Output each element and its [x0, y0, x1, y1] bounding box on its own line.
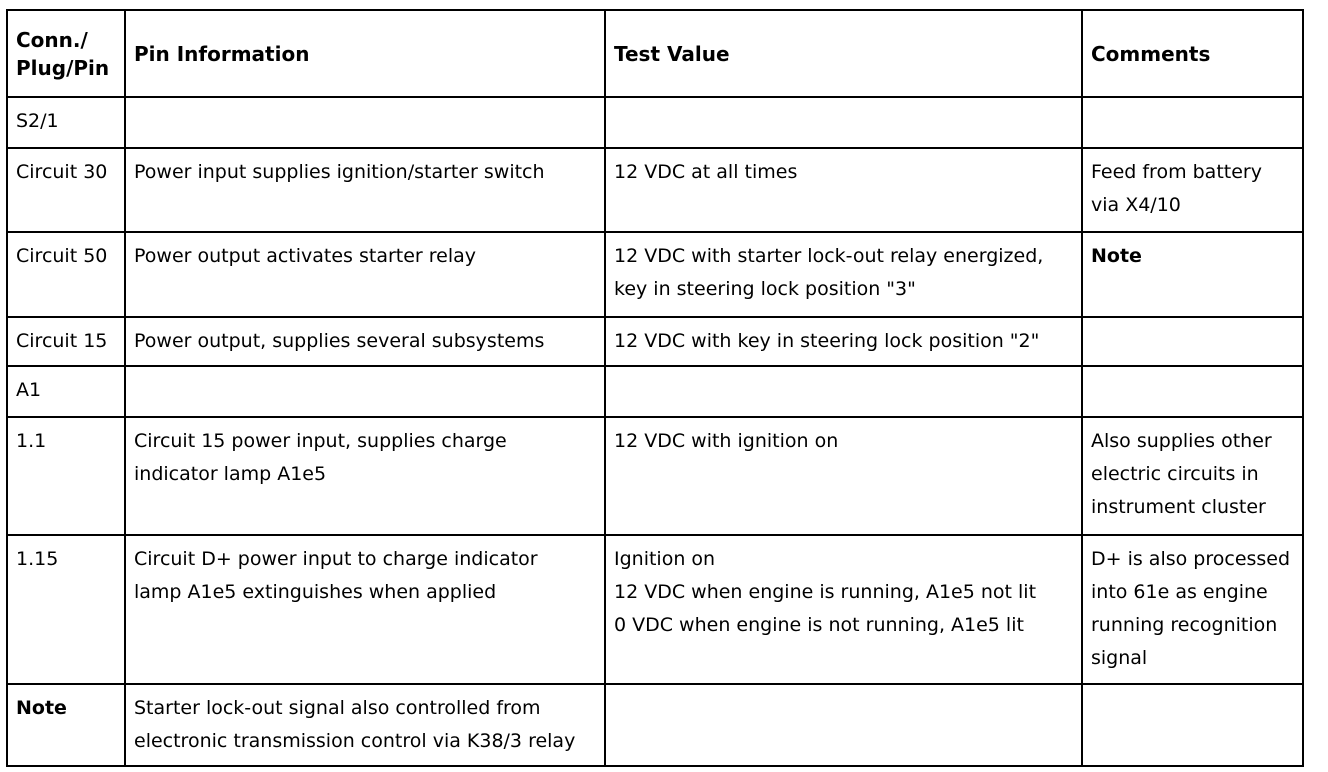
pin-info-cell: [125, 366, 605, 417]
pin-info-line: lamp A1e5 extinguishes when applied: [134, 581, 497, 603]
test-value-line: 12 VDC at all times: [614, 161, 798, 183]
comments-cell: [1082, 366, 1303, 417]
conn-cell: Circuit 15: [7, 317, 125, 366]
header-conn-line1: Conn./: [16, 27, 88, 52]
comment-line: running recognition: [1091, 614, 1278, 636]
test-value-line: 12 VDC with starter lock-out relay energized,: [614, 245, 1044, 267]
comments-cell: [1082, 417, 1303, 535]
conn-cell-note: Note: [7, 684, 125, 766]
comment-note-label: Note: [1091, 245, 1142, 267]
comment-line: electric circuits in: [1091, 463, 1259, 485]
pin-info-cell: [125, 684, 605, 766]
pin-info-line: Power output, supplies several subsystems: [134, 330, 545, 352]
pin-information-document: [6, 9, 1302, 765]
comment-line: instrument cluster: [1091, 496, 1266, 518]
pin-info-cell: [125, 232, 605, 317]
table-row: [7, 232, 1303, 317]
test-value-line: Ignition on: [614, 548, 716, 570]
header-conn-line2: Plug/Pin: [16, 55, 110, 80]
conn-cell: 1.15: [7, 535, 125, 684]
table-row: [7, 366, 1303, 417]
test-value-line: 12 VDC with ignition on: [614, 430, 839, 452]
pin-info-line: Starter lock-out signal also controlled from: [134, 697, 541, 719]
table-row: [7, 684, 1303, 766]
conn-cell: S2/1: [7, 97, 125, 148]
comments-cell: [1082, 535, 1303, 684]
test-value-cell: [605, 232, 1082, 317]
test-value-cell: [605, 148, 1082, 232]
header-pin-information: Pin Information: [125, 10, 605, 97]
comment-line: via X4/10: [1091, 194, 1181, 216]
test-value-cell: [605, 366, 1082, 417]
test-value-line: key in steering lock position "3": [614, 278, 916, 300]
pin-info-cell: [125, 417, 605, 535]
pin-info-line: indicator lamp A1e5: [134, 463, 327, 485]
pin-info-cell: [125, 148, 605, 232]
test-value-line: 12 VDC with key in steering lock position "2": [614, 330, 1040, 352]
header-comments: Comments: [1082, 10, 1303, 97]
pin-info-cell: [125, 97, 605, 148]
pin-info-cell: [125, 535, 605, 684]
conn-cell: 1.1: [7, 417, 125, 535]
header-conn-plug-pin: [7, 10, 125, 97]
pin-info-line: electronic transmission control via K38/3 relay: [134, 730, 576, 752]
comments-cell: [1082, 317, 1303, 366]
test-value-cell: [605, 535, 1082, 684]
table-header-row: [7, 10, 1303, 97]
pin-info-line: Power output activates starter relay: [134, 245, 477, 267]
comment-line: Also supplies other: [1091, 430, 1272, 452]
test-value-line: 0 VDC when engine is not running, A1e5 lit: [614, 614, 1024, 636]
comments-cell: [1082, 684, 1303, 766]
comments-cell: [1082, 232, 1303, 317]
header-test-value: Test Value: [605, 10, 1082, 97]
pin-info-line: Power input supplies ignition/starter switch: [134, 161, 545, 183]
pin-info-line: Circuit D+ power input to charge indicator: [134, 548, 538, 570]
comment-line: D+ is also processed: [1091, 548, 1291, 570]
comment-line: signal: [1091, 647, 1148, 669]
table-row: [7, 97, 1303, 148]
comments-cell: [1082, 148, 1303, 232]
conn-cell: A1: [7, 366, 125, 417]
pin-info-line: Circuit 15 power input, supplies charge: [134, 430, 507, 452]
comment-line: Feed from battery: [1091, 161, 1262, 183]
conn-cell: Circuit 50: [7, 232, 125, 317]
comment-line: into 61e as engine: [1091, 581, 1268, 603]
pin-info-cell: [125, 317, 605, 366]
test-value-line: 12 VDC when engine is running, A1e5 not lit: [614, 581, 1037, 603]
table-row: [7, 317, 1303, 366]
pin-test-table: [6, 9, 1304, 767]
test-value-cell: [605, 317, 1082, 366]
test-value-cell: [605, 684, 1082, 766]
test-value-cell: [605, 97, 1082, 148]
test-value-cell: [605, 417, 1082, 535]
conn-cell: Circuit 30: [7, 148, 125, 232]
comments-cell: [1082, 97, 1303, 148]
table-row: [7, 417, 1303, 535]
table-row: [7, 535, 1303, 684]
table-row: [7, 148, 1303, 232]
